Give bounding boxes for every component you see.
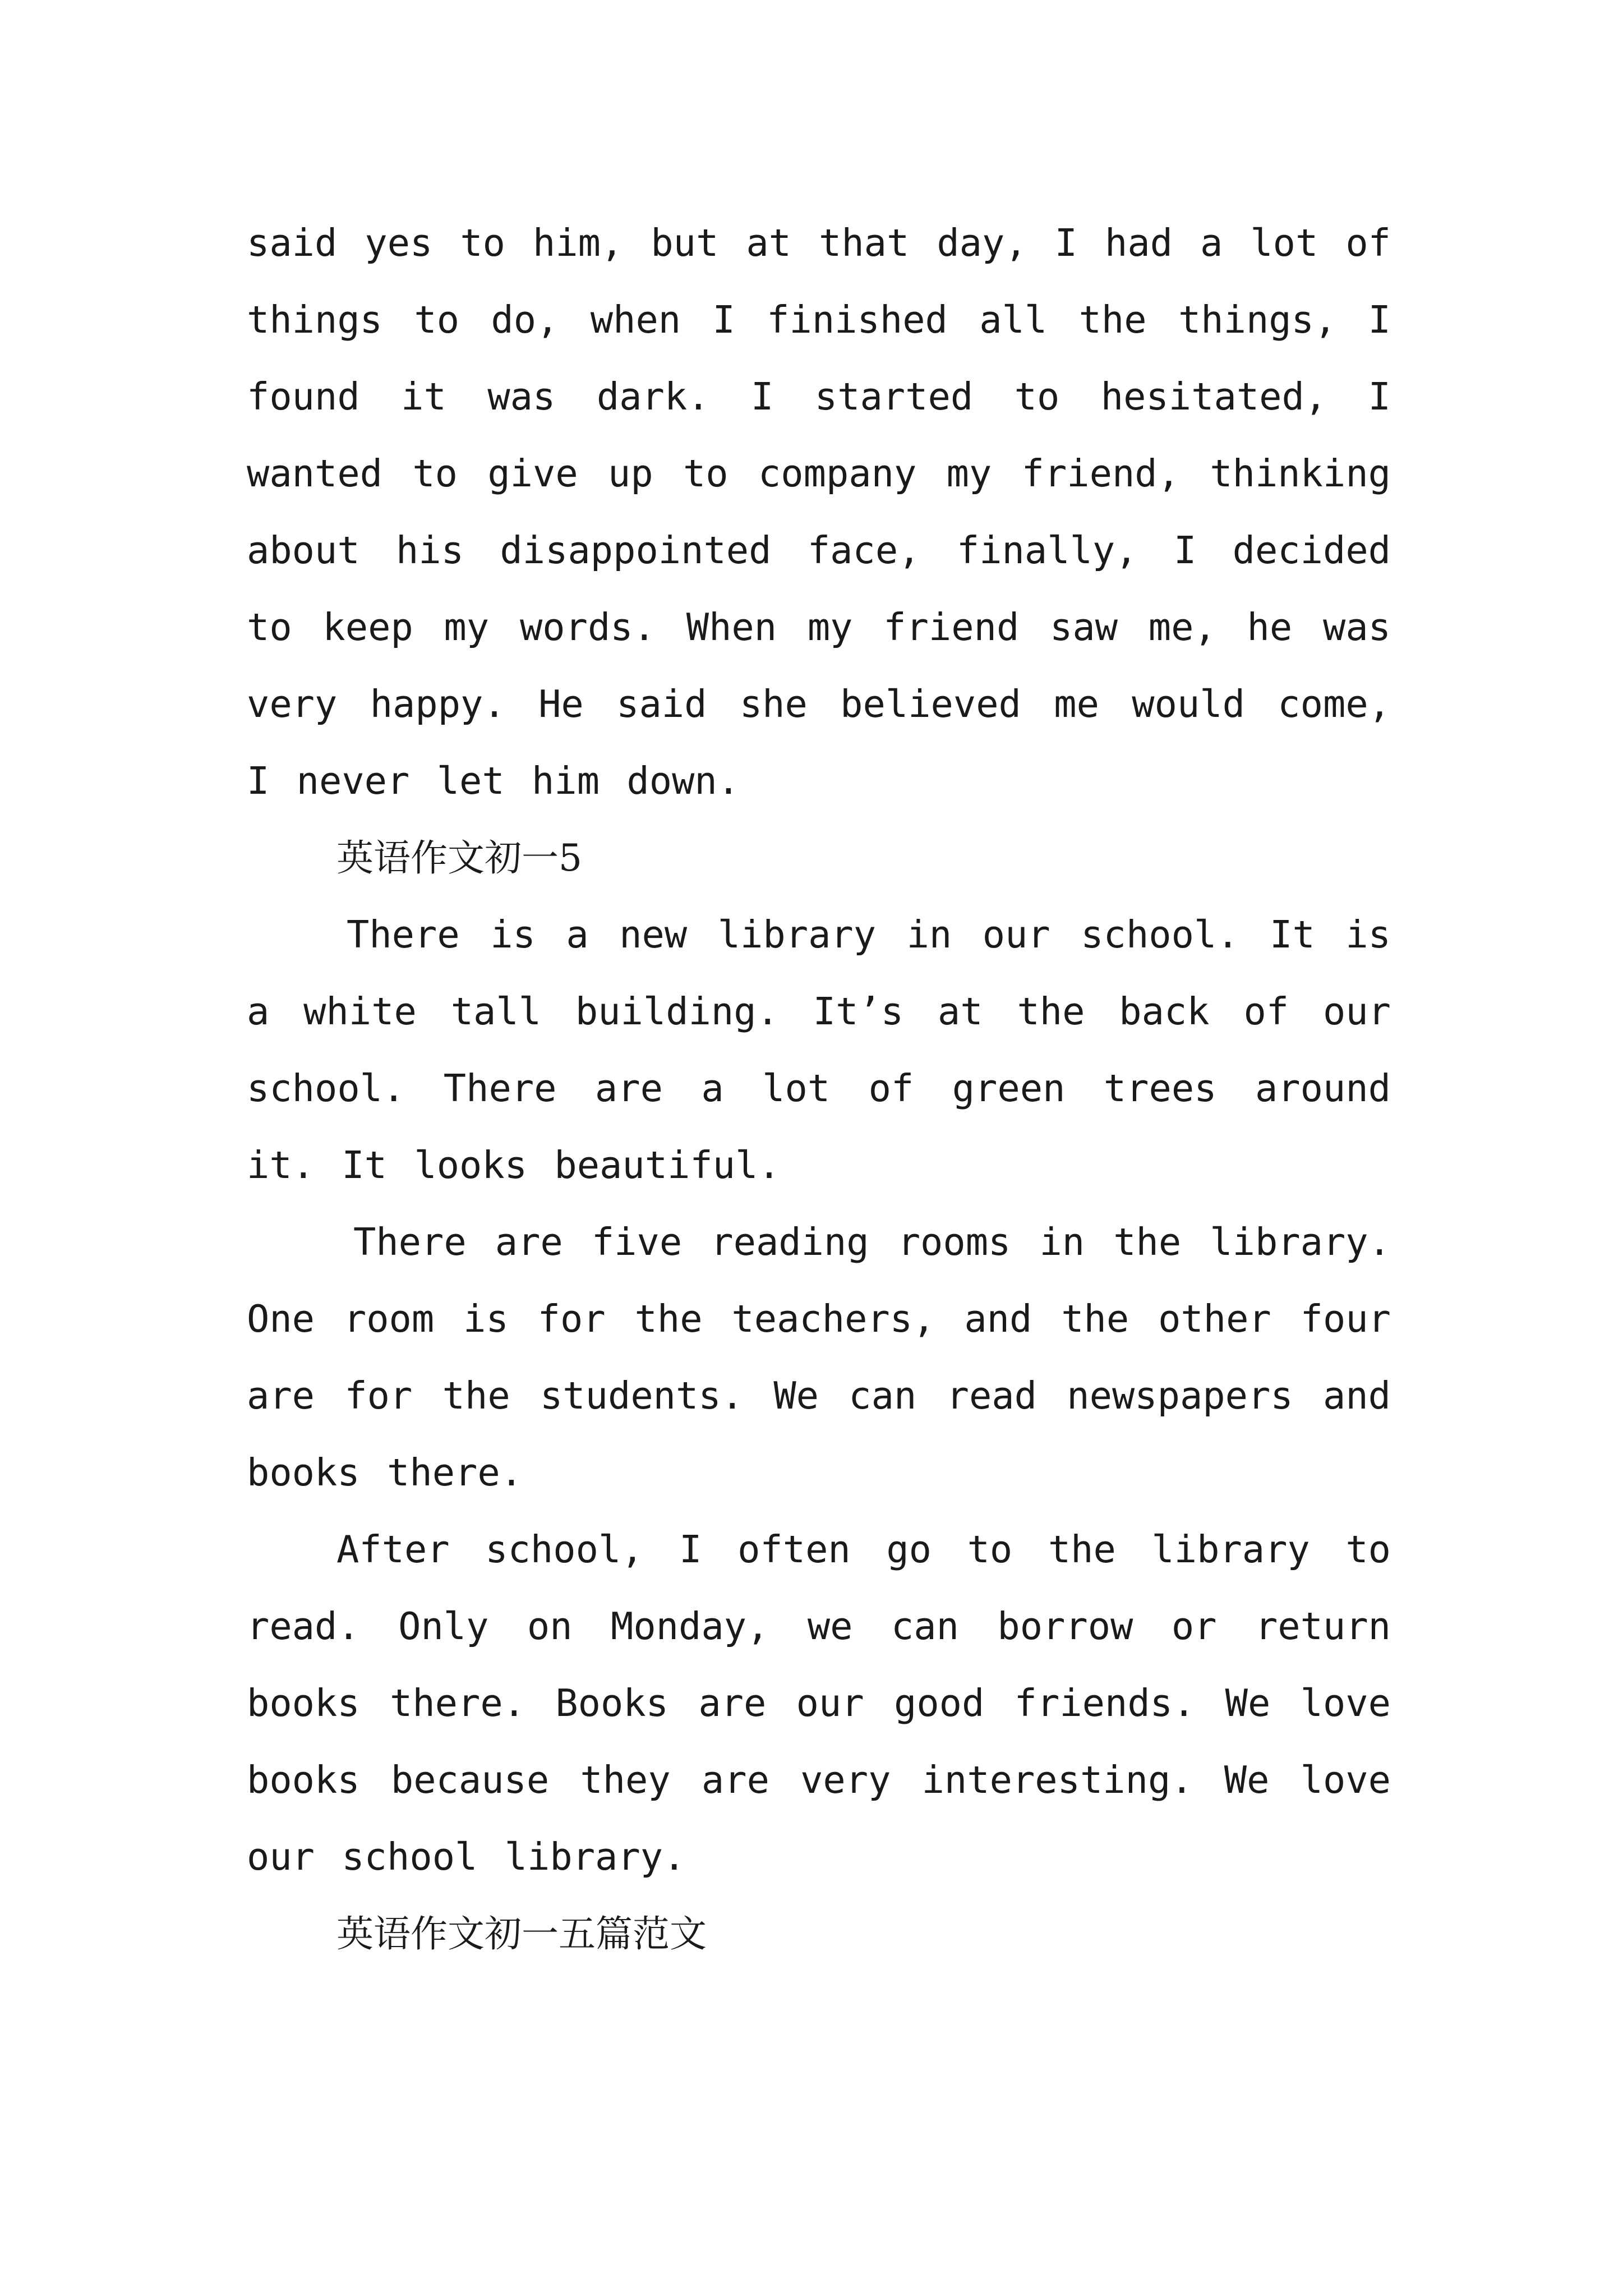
document-page [247, 205, 1391, 1972]
paragraph-library-intro: There is a new library in our school. It is a white tall building. It’s at the back of our school. There are a lot of green trees around it. It looks beautiful. [247, 913, 1391, 1187]
paragraph-after-school: After school, I often go to the library to read. Only on Monday, we can borrow or return books there. Books are our good friends. We love books because they are very interesting. We love our school library. [247, 1527, 1391, 1879]
section-heading-5: 英语作文初一5 [336, 836, 582, 880]
paragraph-story-ending: said yes to him, but at that day, I had a lot of things to do, when I finished all the things, I found it was dark. I started to hesitated, I wanted to give up to company my friend, thinking about his disappointed face, finally, I decided to keep my words. When my friend saw me, he was very happy. He said she believed me would come, I never let him down. [247, 221, 1391, 803]
section-heading-five-essays: 英语作文初一五篇范文 [336, 1912, 707, 1955]
paragraph-reading-rooms: There are five reading rooms in the library. One room is for the teachers, and the other four are for the students. We can read newspapers and books there. [247, 1220, 1391, 1494]
